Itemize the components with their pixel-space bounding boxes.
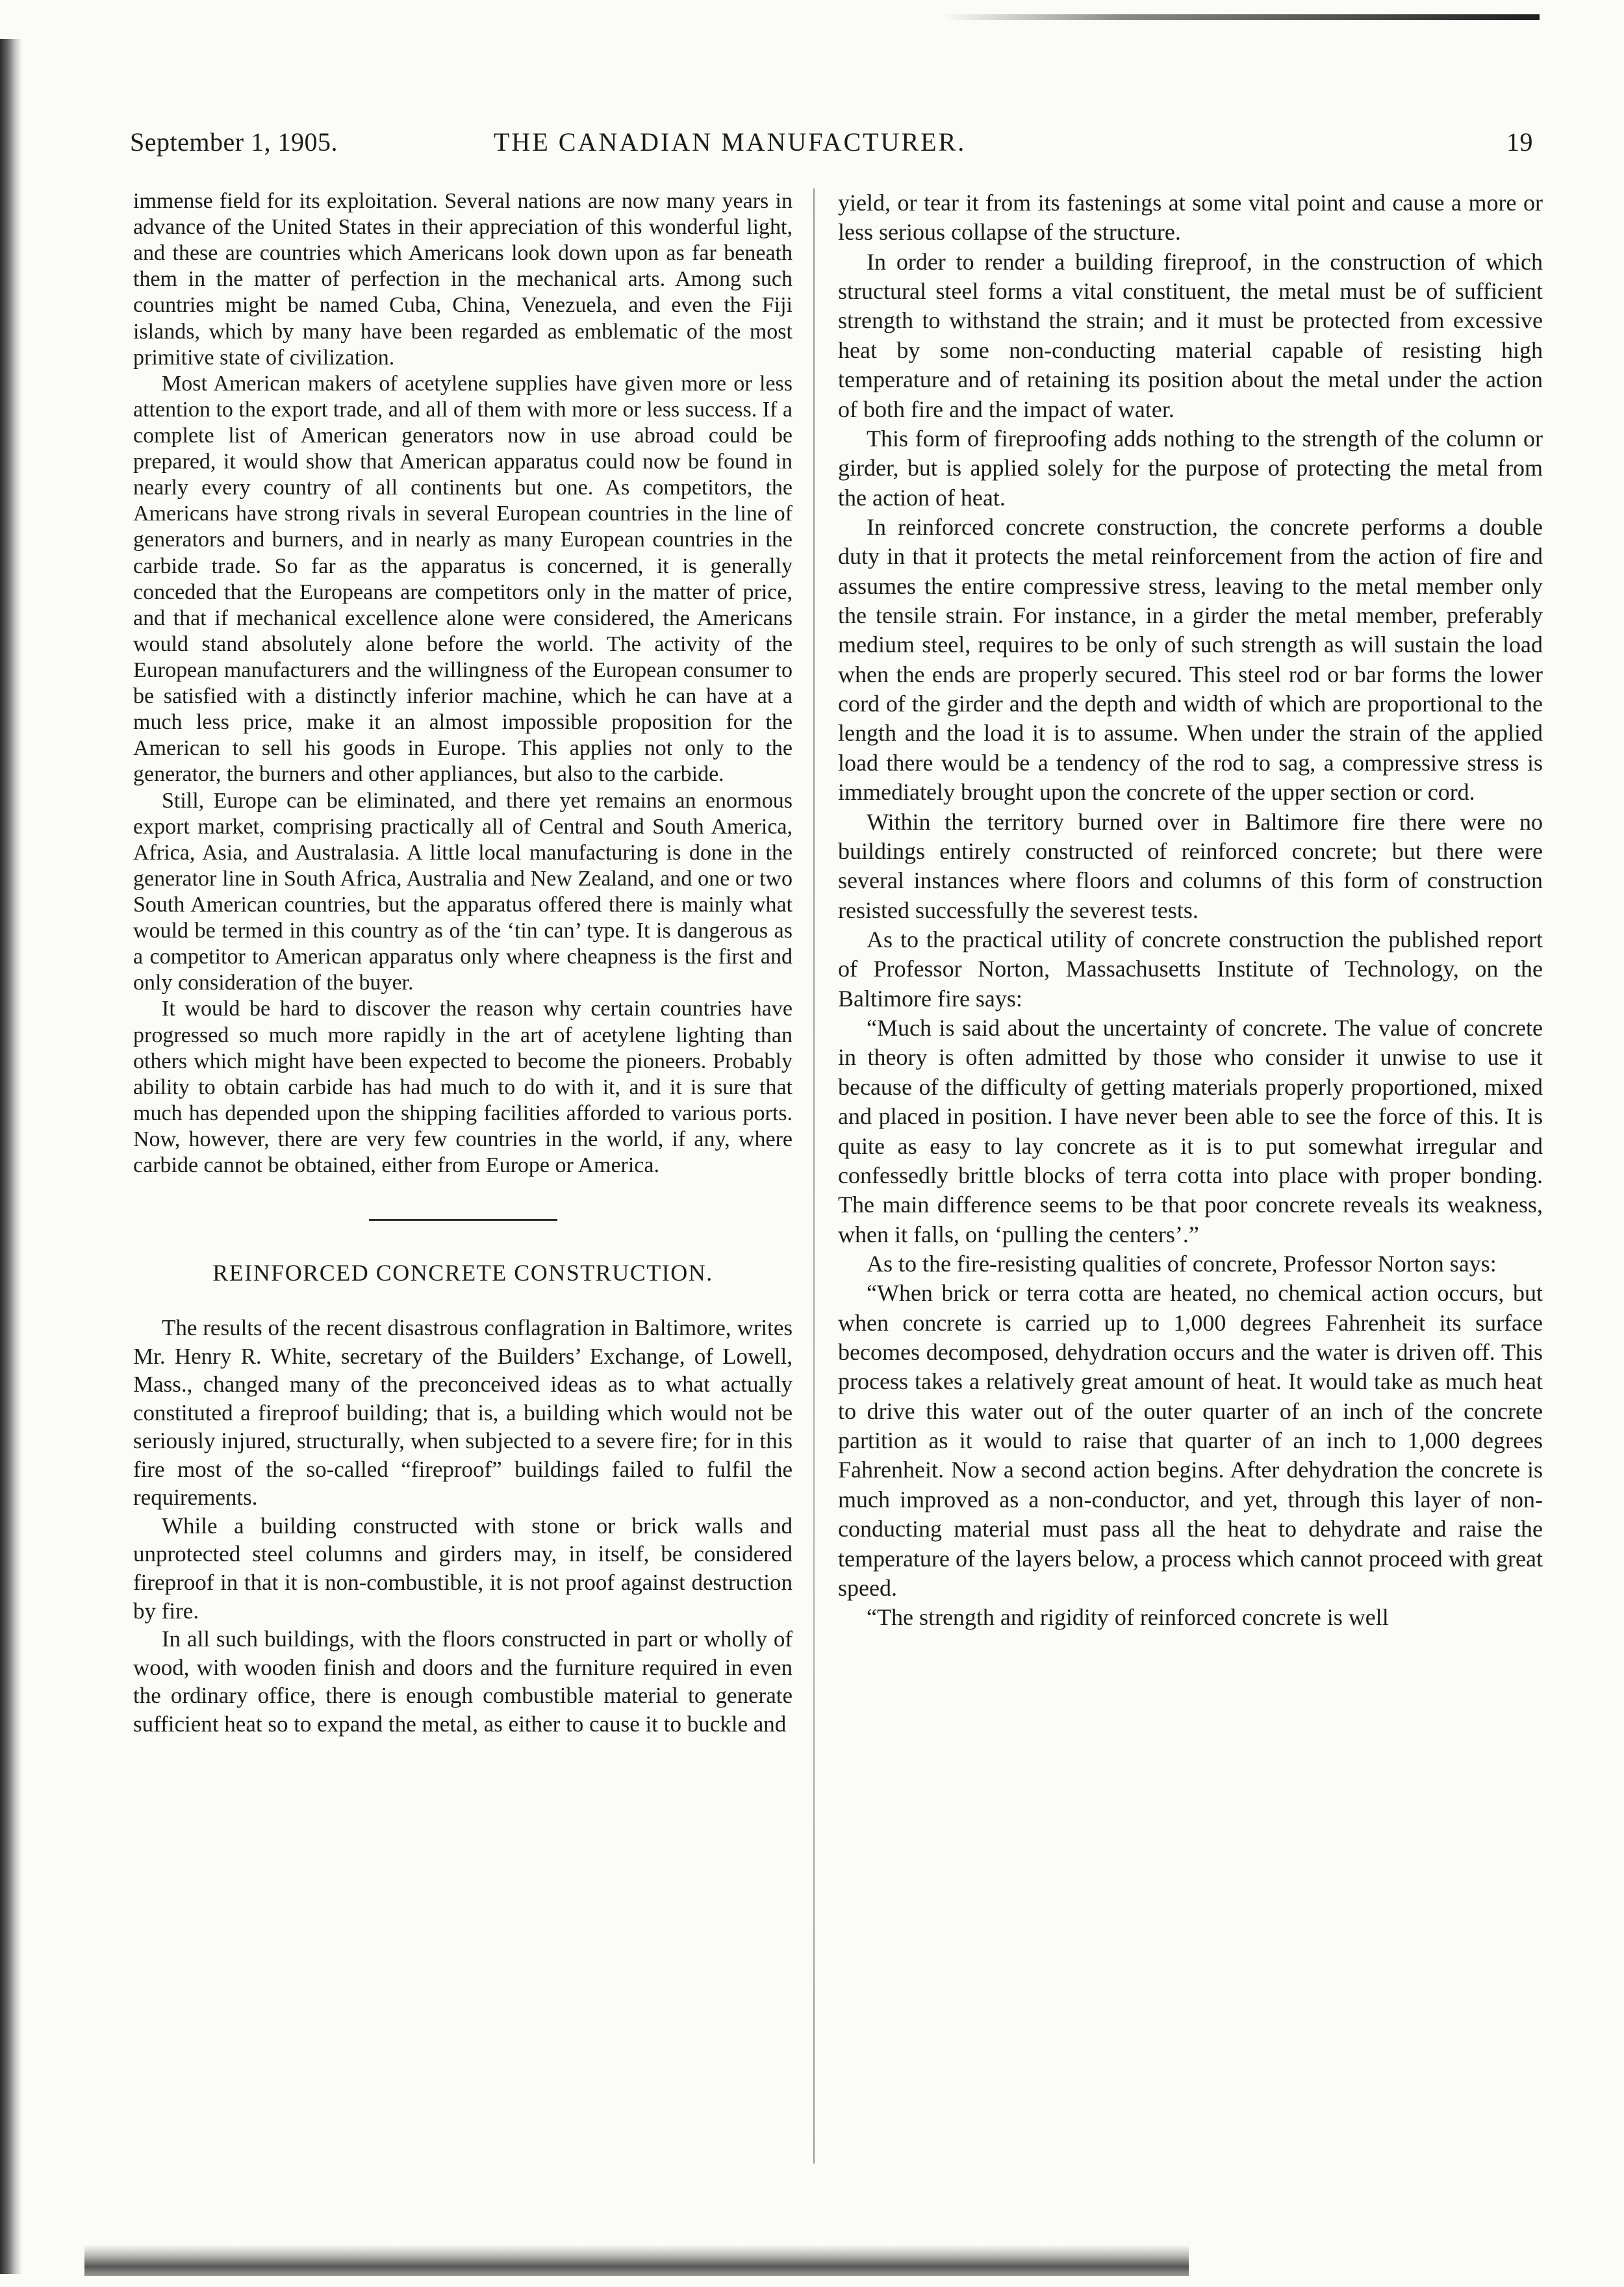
scan-edge-bottom [84,2245,1189,2276]
right-column [838,188,1543,1633]
article-paragraph: Still, Europe can be eliminated, and there yet remains an enormous export market, comprising practically all of Central and South America, Africa, Asia, and Australasia. A little local manufacturing is done in the generator line in South Africa, Australia and New Zealand, and one or two South American countries, but the apparatus offered there is mainly what would be termed in this country as of the ‘tin can’ type. It is dangerous as a competitor to American apparatus only where cheapness is the first and only consideration of the buyer. [133,788,793,995]
article-paragraph: It would be hard to discover the reason why certain countries have progressed so much more rapidly in the art of acetylene lighting than others which might have been expected to become the pioneers. Probably ability to obtain carbide has had much to do with it, and it is sure that much has depended upon the shipping facilities afforded to various ports. Now, however, there are very few countries in the world, if any, where carbide cannot be obtained, either from Europe or America. [133,997,793,1178]
article-paragraph: As to the fire-resisting qualities of concrete, Professor Norton says: [867,1250,1497,1277]
left-column [133,188,793,1738]
page-header [130,127,1533,168]
article-paragraph: While a building constructed with stone or brick walls and unprotected steel columns and girders may, in itself, be considered fireproof in that it is non-combustible, it is not proof against destruction by fire. [133,1513,793,1624]
column-divider [813,188,815,2164]
article-paragraph: The results of the recent disastrous conflagration in Baltimore, writes Mr. Henry R. White, secretary of the Builders’ Exchange, of Lowell, Mass., changed many of the preconceived ideas as to what actually constituted a fireproof building; that is, a building which would not be seriously injured, structurally, when subjected to a severe fire; for in this fire most of the so-called “fireproof” buildings failed to fulfil the requirements. [133,1314,793,1511]
article-paragraph: As to the practical utility of concrete construction the published report of Professor Norton, Massachusetts Institute of Technology, on the Baltimore fire says: [838,926,1543,1012]
article-paragraph: immense field for its exploitation. Several nations are now many years in advance of the United States in their appreciation of this wonderful light, and these are countries which Americans look down upon as far beneath them in the matter of perfection in the mechanical arts. Among such countries might be named Cuba, China, Venezuela, and even the Fiji islands, which by many have been regarded as emblematic of the most primitive state of civilization. [133,189,793,370]
issue-date: September 1, 1905. [130,127,338,157]
article-paragraph: yield, or tear it from its fastenings at some vital point and cause a more or less serious collapse of the structure. [838,190,1543,246]
article-paragraph: Most American makers of acetylene supplies have given more or less attention to the export trade, and all of them with more or less success. If a complete list of American generators now in use abroad could be prepared, it would show that American apparatus could now be found in nearly every country of all continents but one. As competitors, the Americans have strong rivals in several European countries in the line of generators and burners, and in nearly as many European countries in the carbide trade. So far as the apparatus is concerned, it is generally conceded that the Europeans are competitors only in the matter of price, and that if mechanical excellence alone were considered, the Americans would stand absolutely alone before the world. The activity of the European manufacturers and the willingness of the European consumer to be satisfied with a distinctly inferior machine, which he can have at a much less price, make it an almost impossible proposition for the American to sell his goods in Europe. This applies not only to the generator, the burners and other appliances, but also to the carbide. [133,371,793,787]
quote-paragraph: “When brick or terra cotta are heated, no chemical action occurs, but when concrete is carried up to 1,000 degrees Fahrenheit its surface becomes decomposed, dehydration occurs and the water is driven off. This process takes a relatively great amount of heat. It would take as much heat to drive this water out of the outer quarter of an inch of the concrete partition as it would to raise that quarter of an inch to 1,000 degrees Fahrenheit. Now a second action begins. After dehydration the concrete is much improved as a non-conductor, and yet, through this layer of non-conducting material must pass all the heat to dehydrate and raise the temperature of the layers below, a process which cannot proceed with great speed. [838,1280,1543,1601]
article-paragraph: This form of fireproofing adds nothing to the strength of the column or girder, but is applied solely for the purpose of protecting the metal from the action of heat. [838,425,1543,511]
scan-edge-top [942,14,1540,20]
section-divider [369,1219,557,1221]
scan-edge-left [0,39,22,2274]
article-paragraph: In reinforced concrete construction, the concrete performs a double duty in that it protects the metal reinforcement from the action of fire and assumes the entire compressive stress, leaving to the metal member only the tensile strain. For instance, in a girder the metal member, preferably medium steel, requires to be only of such strength as will sustain the load when the ends are properly secured. This steel rod or bar forms the lower cord of the girder and the depth and width of which are proportional to the length and the load it is to assume. When under the strain of the applied load there would be a tendency of the rod to sag, a compressive stress is immediately brought upon the concrete of the upper section or cord. [838,513,1543,806]
quote-paragraph: “Much is said about the uncertainty of concrete. The value of concrete in theory is often admitted by those who consider it unwise to use it because of the difficulty of getting materials properly proportioned, mixed and placed in position. I have never been able to see the force of this. It is quite as easy to lay concrete as it is to put somewhat irregular and confessedly brittle blocks of terra cotta into place with proper bonding. The main difference seems to be that poor concrete reveals its weakness, when it falls, on ‘pulling the centers’.” [838,1015,1543,1247]
publication-title: THE CANADIAN MANUFACTURER. [494,127,967,157]
article-paragraph: In order to render a building fireproof, in the construction of which structural steel forms a vital constituent, the metal must be of sufficient strength to withstand the strain; and it must be protected from excessive heat by some non-conducting material capable of resisting high temperature and of retaining its position about the metal under the action of both fire and the impact of water. [838,248,1543,422]
section-heading: REINFORCED CONCRETE CONSTRUCTION. [212,1260,713,1286]
page-number: 19 [1506,127,1533,157]
article-paragraph: In all such buildings, with the floors constructed in part or wholly of wood, with wooden finish and doors and the furniture required in even the ordinary office, there is enough combustible material to generate sufficient heat so to expand the metal, as either to cause it to buckle and [133,1626,793,1737]
article-paragraph: Within the territory burned over in Baltimore fire there were no buildings entirely constructed of reinforced concrete; but there were several instances where floors and columns of this form of construction resisted successfully the severest tests. [838,808,1543,923]
quote-paragraph: “The strength and rigidity of reinforced concrete is well [867,1604,1389,1631]
